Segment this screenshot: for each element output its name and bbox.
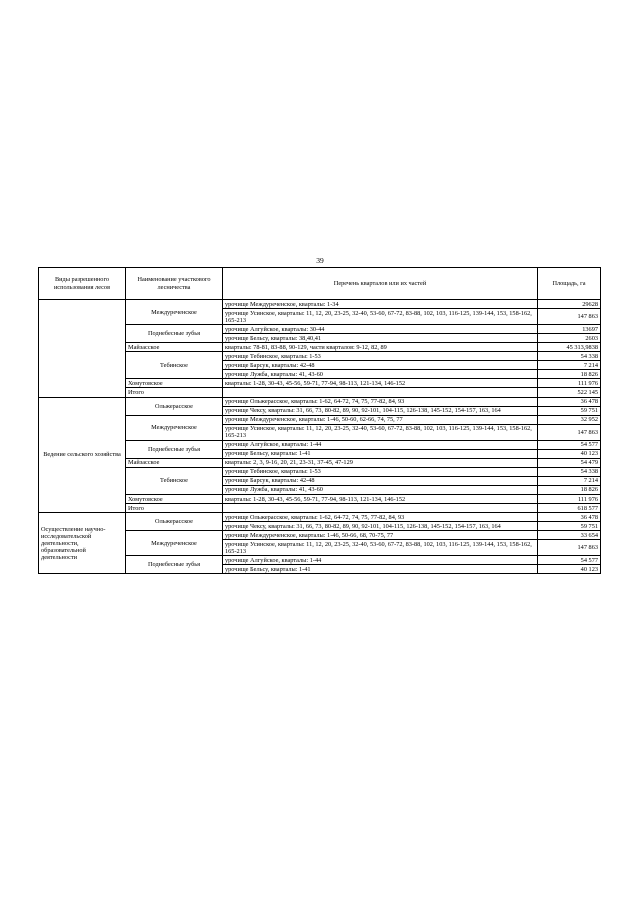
list-cell: кварталы: 78-81, 83-88, 90-129, части кварталов: 9-12, 82, 89 (223, 343, 538, 352)
list-cell: кварталы: 1-28, 30-43, 45-56, 59-71, 77-94, 98-113, 121-134, 146-152 (223, 379, 538, 388)
area-cell: 111 976 (538, 495, 601, 504)
district-cell: Междуреченское (126, 300, 223, 325)
table-row (39, 397, 601, 406)
area-cell: 54 338 (538, 352, 601, 361)
list-cell: урочище Барсук, кварталы: 42-48 (223, 476, 538, 485)
list-cell: кварталы: 1-28, 30-43, 45-56, 59-71, 77-94, 98-113, 121-134, 146-152 (223, 495, 538, 504)
page-number: 39 (316, 256, 324, 265)
total-value: 618 577 (538, 504, 601, 513)
use-cell: Осуществление научно-исследовательской деятельности, образовательной деятельности (39, 513, 126, 574)
district-cell: Тебинское (126, 352, 223, 379)
total-value: 522 145 (538, 388, 601, 397)
area-cell: 54 479 (538, 458, 601, 467)
list-cell: урочище Лужба, кварталы: 41, 43-60 (223, 370, 538, 379)
district-cell: Поднебесные зубья (126, 325, 223, 343)
district-cell: Поднебесные зубья (126, 556, 223, 574)
use-cell: Ведение сельского хозяйства (39, 397, 126, 513)
table-row (39, 513, 601, 522)
area-cell: 18 826 (538, 370, 601, 379)
area-cell: 54 338 (538, 467, 601, 476)
list-cell: урочище Тебинское, кварталы: 1-53 (223, 352, 538, 361)
list-cell (223, 388, 538, 397)
list-cell: урочище Усинское, кварталы: 11, 12, 20, 23-25, 32-40, 53-60, 67-72, 83-88, 102, 103, 116-125, 139-144, 153, 158-162, 165-213 (223, 424, 538, 440)
list-cell: урочище Междуреченское, кварталы: 1-46, 50-66, 68, 70-75, 77 (223, 531, 538, 540)
area-cell: 7 214 (538, 361, 601, 370)
area-cell: 59 751 (538, 406, 601, 415)
list-cell: урочище Алгуйское, кварталы: 1-44 (223, 556, 538, 565)
district-cell: Ольжерасское (126, 513, 223, 531)
area-cell: 111 976 (538, 379, 601, 388)
list-cell: урочище Алгуйское, кварталы: 30-44 (223, 325, 538, 334)
area-cell: 33 654 (538, 531, 601, 540)
district-cell: Хомутовское (126, 379, 223, 388)
area-cell: 54 577 (538, 556, 601, 565)
list-cell (223, 504, 538, 513)
list-cell: урочище Чексу, кварталы: 31, 66, 73, 80-82, 89, 90, 92-101, 104-115, 126-138, 145-152, 154-157, 163, 164 (223, 406, 538, 415)
table-header-row (39, 268, 601, 300)
list-cell: урочище Бельсу, кварталы: 1-41 (223, 449, 538, 458)
area-cell: 147 863 (538, 540, 601, 556)
table-row (39, 300, 601, 309)
area-cell: 147 863 (538, 309, 601, 325)
area-cell: 59 751 (538, 522, 601, 531)
list-cell: урочище Тебинское, кварталы: 1-53 (223, 467, 538, 476)
area-cell: 147 863 (538, 424, 601, 440)
area-cell: 40 123 (538, 449, 601, 458)
forest-use-table (38, 267, 601, 574)
district-cell: Ольжерасское (126, 397, 223, 415)
area-cell: 54 577 (538, 440, 601, 449)
district-cell: Поднебесные зубья (126, 440, 223, 458)
area-cell: 36 478 (538, 513, 601, 522)
total-label: Итого (126, 388, 223, 397)
list-cell: урочище Чексу, кварталы: 31, 66, 73, 80-82, 89, 90, 92-101, 104-115, 126-138, 145-152, 154-157, 163, 164 (223, 522, 538, 531)
district-cell: Междуреченское (126, 415, 223, 440)
list-cell: урочище Усинское, кварталы: 11, 12, 20, 23-25, 32-40, 53-60, 67-72, 83-88, 102, 103, 116-125, 139-144, 153, 158-162, 165-213 (223, 309, 538, 325)
list-cell: урочище Усинское, кварталы: 11, 12, 20, 23-25, 32-40, 53-60, 67-72, 83-88, 102, 103, 116-125, 139-144, 153, 158-162, 165-213 (223, 540, 538, 556)
list-cell: урочище Междуреченское, кварталы: 1-34 (223, 300, 538, 309)
list-cell: урочище Ольжерасское, кварталы: 1-62, 64-72, 74, 75, 77-82, 84, 93 (223, 397, 538, 406)
area-cell: 13697 (538, 325, 601, 334)
list-cell: кварталы: 2, 3, 9-16, 20, 21, 23-31, 37-45, 47-129 (223, 458, 538, 467)
district-cell: Междуреченское (126, 531, 223, 556)
list-cell: урочище Бельсу, кварталы: 38,40,41 (223, 334, 538, 343)
list-cell: урочище Бельсу, кварталы: 1-41 (223, 565, 538, 574)
header-use: Виды разрешенного использования лесов (39, 268, 126, 300)
total-label: Итого (126, 504, 223, 513)
area-cell: 32 952 (538, 415, 601, 424)
area-cell: 36 478 (538, 397, 601, 406)
header-list: Перечень кварталов или их частей (223, 268, 538, 300)
district-cell: Тебинское (126, 467, 223, 494)
list-cell: урочище Барсук, кварталы: 42-48 (223, 361, 538, 370)
header-area: Площадь, га (538, 268, 601, 300)
area-cell: 18 826 (538, 485, 601, 494)
area-cell: 45 313,9838 (538, 343, 601, 352)
district-cell: Майзасское (126, 458, 223, 467)
area-cell: 2603 (538, 334, 601, 343)
district-cell: Майзасское (126, 343, 223, 352)
area-cell: 29628 (538, 300, 601, 309)
area-cell: 7 214 (538, 476, 601, 485)
list-cell: урочище Ольжерасское, кварталы: 1-62, 64-72, 74, 75, 77-82, 84, 93 (223, 513, 538, 522)
header-district: Наименование участкового лесничества (126, 268, 223, 300)
list-cell: урочище Междуреченское, кварталы: 1-46, 50-60, 62-66, 74, 75, 77 (223, 415, 538, 424)
use-cell (39, 300, 126, 398)
area-cell: 40 123 (538, 565, 601, 574)
list-cell: урочище Лужба, кварталы: 41, 43-60 (223, 485, 538, 494)
district-cell: Хомутовское (126, 495, 223, 504)
list-cell: урочище Алгуйское, кварталы: 1-44 (223, 440, 538, 449)
